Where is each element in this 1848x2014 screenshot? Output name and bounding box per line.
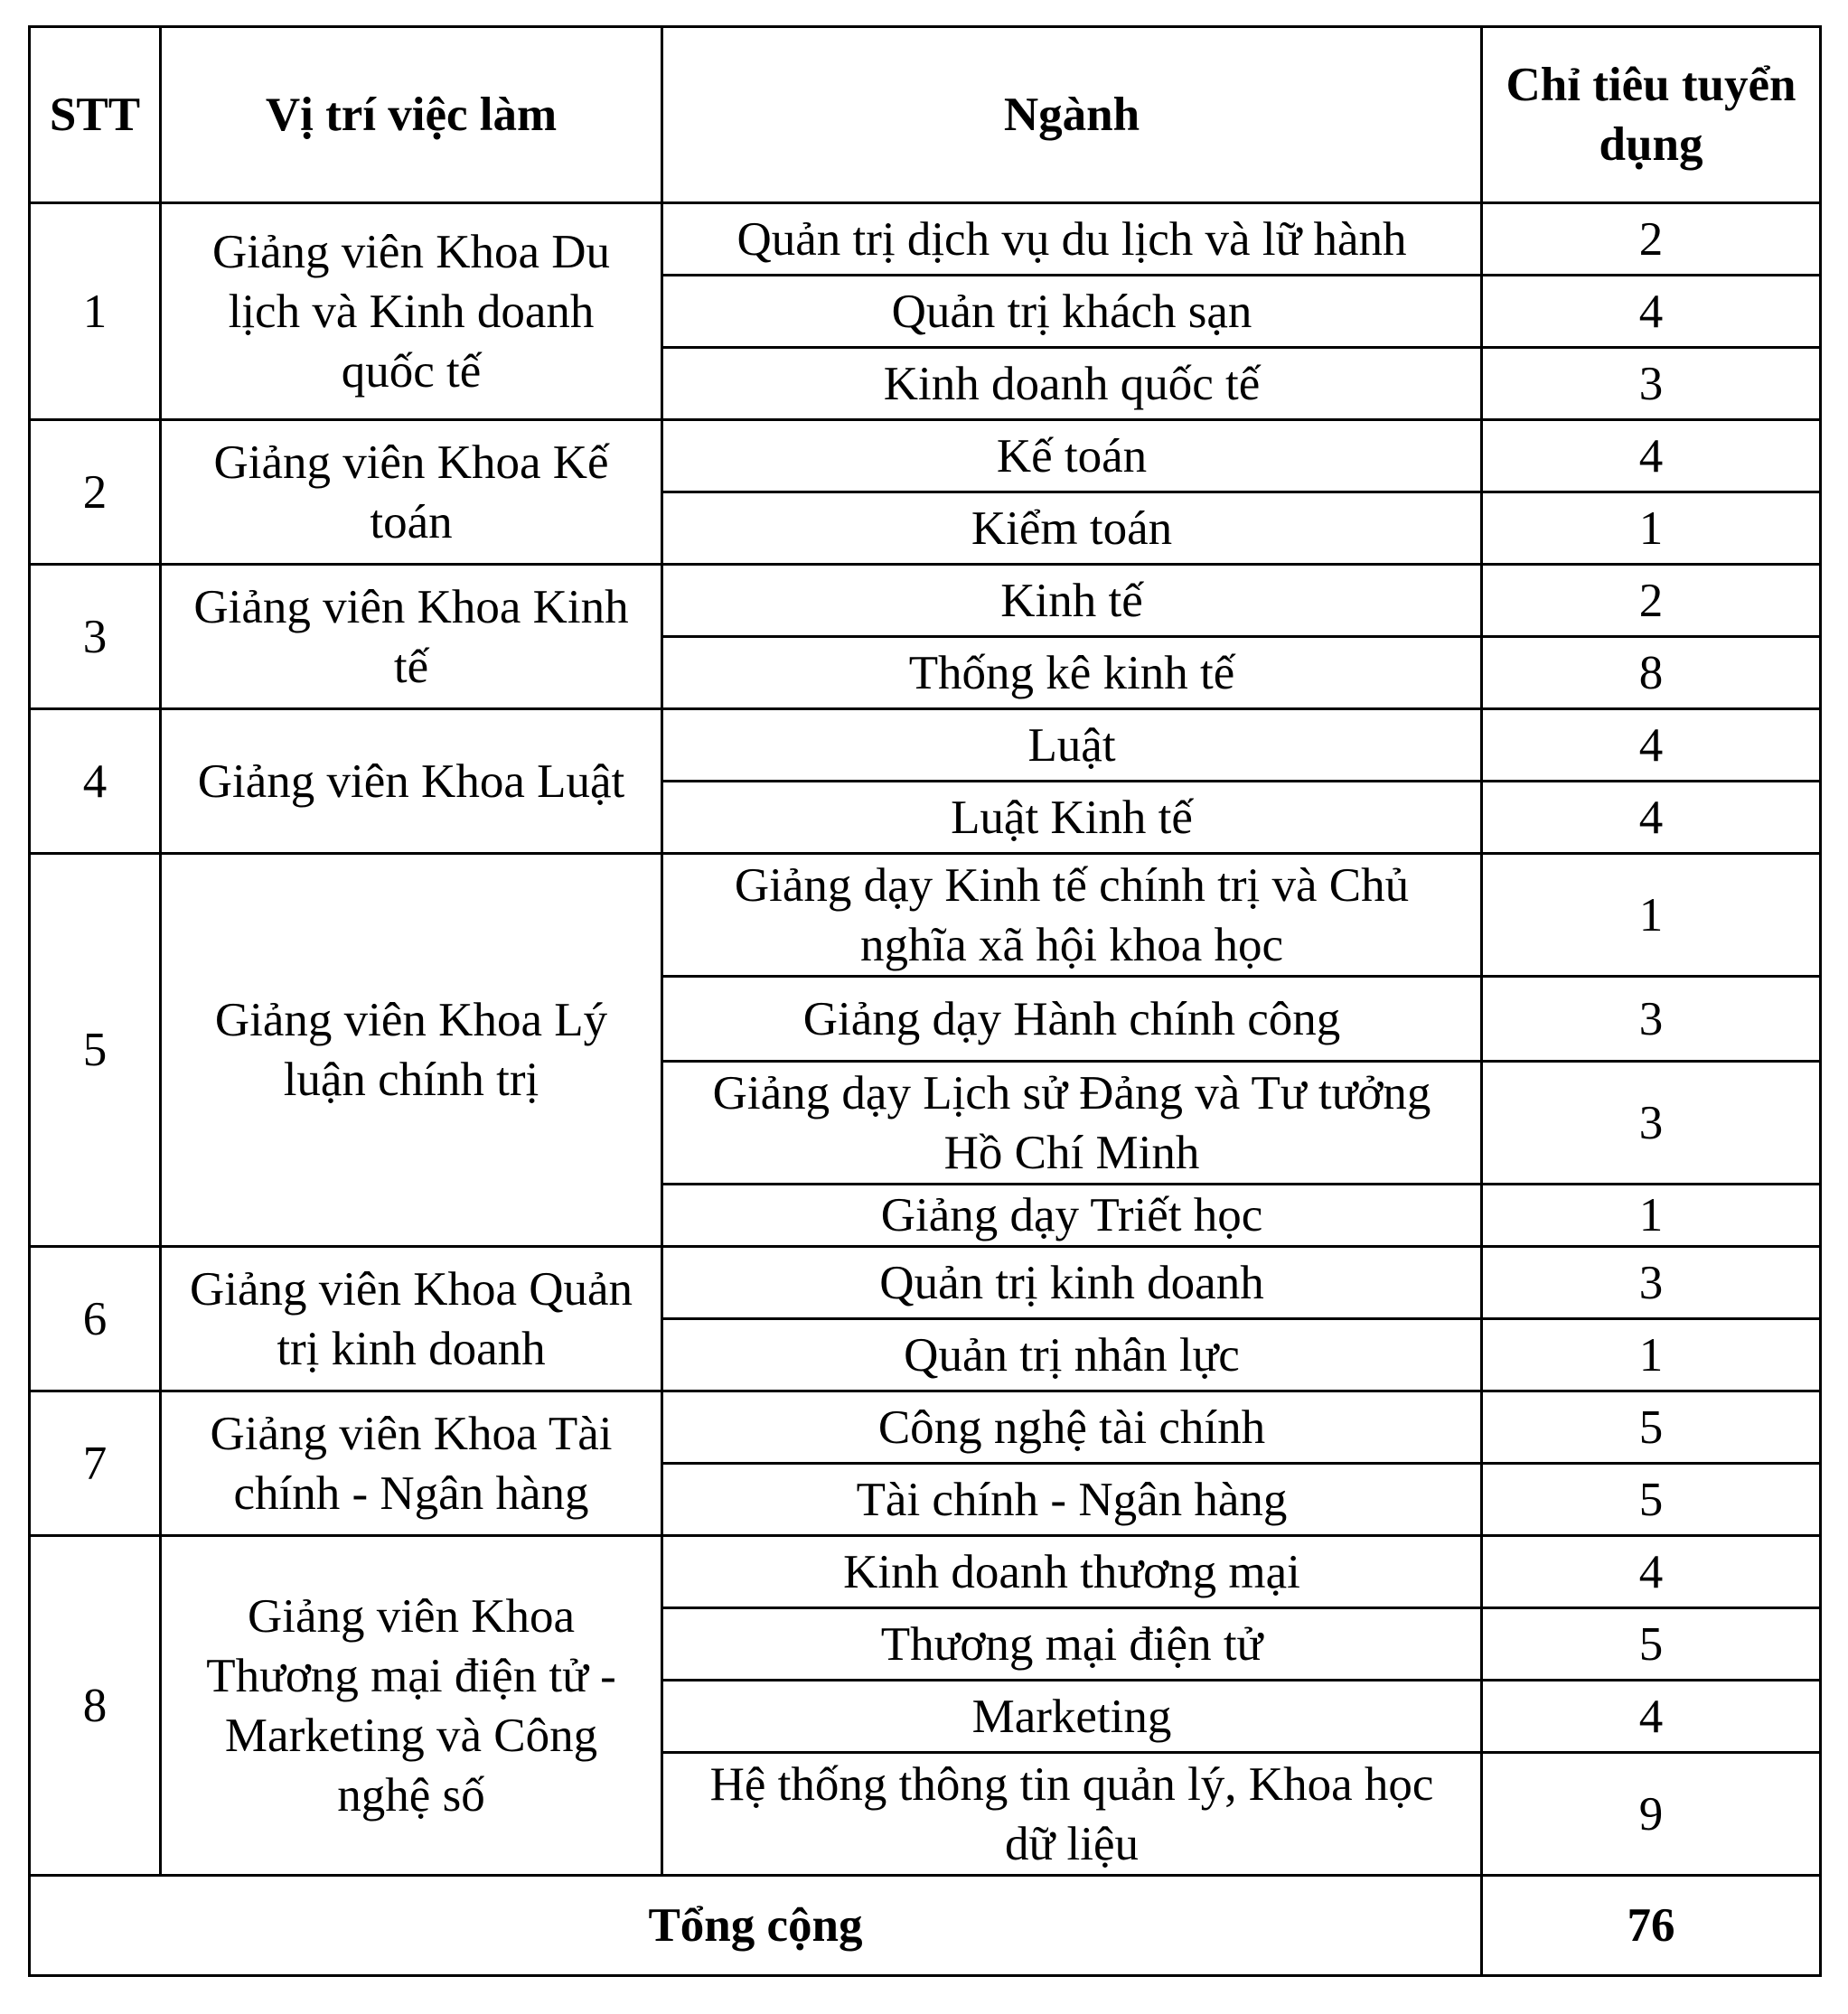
table-row <box>30 854 1821 977</box>
header-quota: Chỉ tiêu tuyển dụng <box>1482 27 1821 203</box>
position-cell: Giảng viên Khoa Kinh tế <box>161 565 662 709</box>
table-row <box>30 1247 1821 1319</box>
major-cell: Luật Kinh tế <box>662 782 1482 854</box>
position-cell: Giảng viên Khoa Quản trị kinh doanh <box>161 1247 662 1391</box>
major-cell: Hệ thống thông tin quản lý, Khoa học dữ liệu <box>662 1753 1482 1876</box>
quota-cell: 9 <box>1482 1753 1821 1876</box>
major-cell: Thương mại điện tử <box>662 1608 1482 1681</box>
quota-cell: 1 <box>1482 1319 1821 1391</box>
quota-cell: 1 <box>1482 1185 1821 1247</box>
header-position: Vị trí việc làm <box>161 27 662 203</box>
header-stt: STT <box>30 27 161 203</box>
quota-cell: 8 <box>1482 637 1821 709</box>
table-row <box>30 1391 1821 1464</box>
major-cell: Tài chính - Ngân hàng <box>662 1464 1482 1536</box>
stt-cell: 4 <box>30 709 161 854</box>
stt-cell: 2 <box>30 420 161 565</box>
major-cell: Giảng dạy Triết học <box>662 1185 1482 1247</box>
major-cell: Quản trị nhân lực <box>662 1319 1482 1391</box>
total-value: 76 <box>1482 1876 1821 1976</box>
quota-cell: 3 <box>1482 1247 1821 1319</box>
quota-cell: 4 <box>1482 782 1821 854</box>
recruitment-table <box>28 25 1822 1977</box>
total-label: Tổng cộng <box>30 1876 1482 1976</box>
quota-cell: 3 <box>1482 348 1821 420</box>
quota-cell: 3 <box>1482 977 1821 1062</box>
major-cell: Kinh doanh quốc tế <box>662 348 1482 420</box>
quota-cell: 3 <box>1482 1062 1821 1185</box>
major-cell: Kế toán <box>662 420 1482 492</box>
major-cell: Marketing <box>662 1681 1482 1753</box>
major-cell: Quản trị dịch vụ du lịch và lữ hành <box>662 203 1482 276</box>
header-major: Ngành <box>662 27 1482 203</box>
stt-cell: 7 <box>30 1391 161 1536</box>
quota-cell: 4 <box>1482 1681 1821 1753</box>
stt-cell: 5 <box>30 854 161 1247</box>
position-cell: Giảng viên Khoa Tài chính - Ngân hàng <box>161 1391 662 1536</box>
stt-cell: 3 <box>30 565 161 709</box>
major-cell: Giảng dạy Lịch sử Đảng và Tư tưởng Hồ Chí Minh <box>662 1062 1482 1185</box>
major-cell: Kinh tế <box>662 565 1482 637</box>
table-row <box>30 709 1821 782</box>
stt-cell: 8 <box>30 1536 161 1876</box>
major-cell: Quản trị kinh doanh <box>662 1247 1482 1319</box>
position-cell: Giảng viên Khoa Kế toán <box>161 420 662 565</box>
major-cell: Kiểm toán <box>662 492 1482 565</box>
quota-cell: 1 <box>1482 492 1821 565</box>
table-row <box>30 203 1821 276</box>
major-cell: Kinh doanh thương mại <box>662 1536 1482 1608</box>
position-cell: Giảng viên Khoa Luật <box>161 709 662 854</box>
major-cell: Giảng dạy Hành chính công <box>662 977 1482 1062</box>
major-cell: Luật <box>662 709 1482 782</box>
major-cell: Thống kê kinh tế <box>662 637 1482 709</box>
major-cell: Công nghệ tài chính <box>662 1391 1482 1464</box>
major-cell: Quản trị khách sạn <box>662 276 1482 348</box>
quota-cell: 5 <box>1482 1608 1821 1681</box>
stt-cell: 6 <box>30 1247 161 1391</box>
quota-cell: 5 <box>1482 1464 1821 1536</box>
quota-cell: 4 <box>1482 420 1821 492</box>
table-row <box>30 1536 1821 1608</box>
quota-cell: 5 <box>1482 1391 1821 1464</box>
quota-cell: 1 <box>1482 854 1821 977</box>
quota-cell: 4 <box>1482 1536 1821 1608</box>
major-cell: Giảng dạy Kinh tế chính trị và Chủ nghĩa xã hội khoa học <box>662 854 1482 977</box>
position-cell: Giảng viên Khoa Lý luận chính trị <box>161 854 662 1247</box>
quota-cell: 2 <box>1482 203 1821 276</box>
header-row <box>30 27 1821 203</box>
table-row <box>30 420 1821 492</box>
position-cell: Giảng viên Khoa Du lịch và Kinh doanh quốc tế <box>161 203 662 420</box>
total-row <box>30 1876 1821 1976</box>
quota-cell: 4 <box>1482 709 1821 782</box>
stt-cell: 1 <box>30 203 161 420</box>
quota-cell: 2 <box>1482 565 1821 637</box>
table-row <box>30 565 1821 637</box>
table-body <box>30 203 1821 1976</box>
quota-cell: 4 <box>1482 276 1821 348</box>
position-cell: Giảng viên Khoa Thương mại điện tử - Marketing và Công nghệ số <box>161 1536 662 1876</box>
